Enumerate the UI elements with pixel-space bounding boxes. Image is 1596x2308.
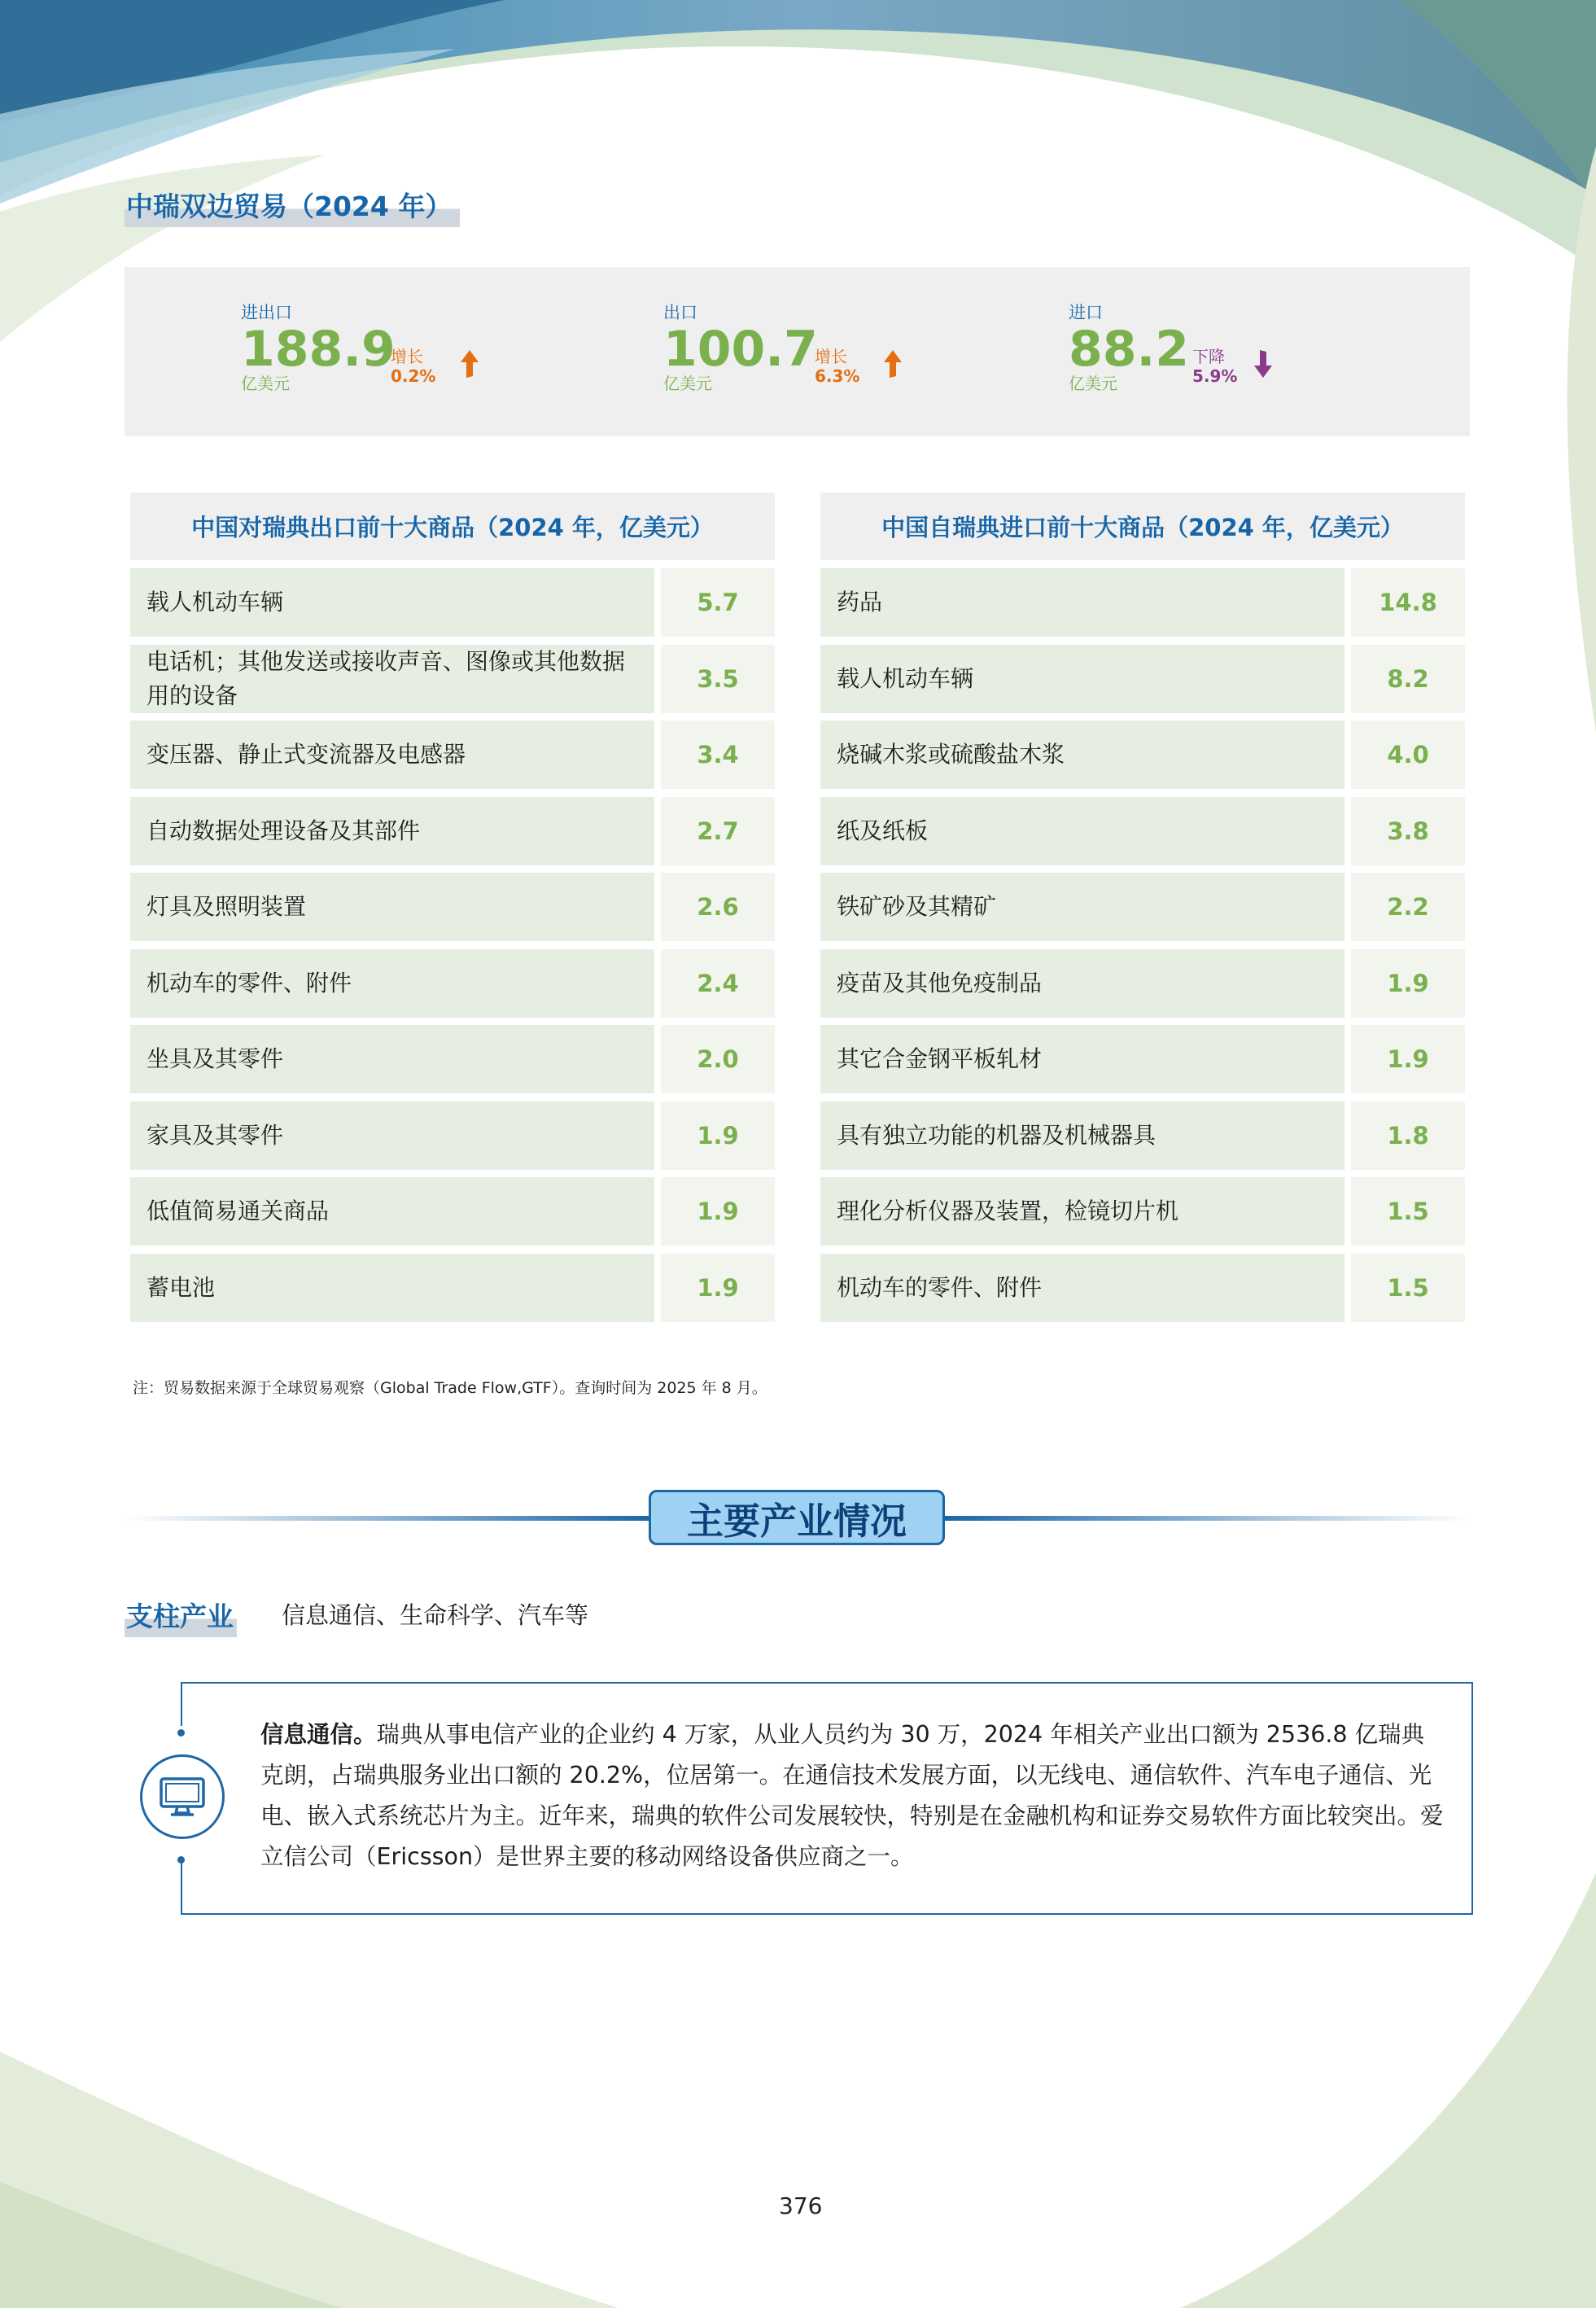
header-line-left <box>125 1516 654 1521</box>
arrow-up-icon <box>459 348 480 379</box>
commodity-value: 2.7 <box>661 797 775 865</box>
commodity-value: 5.7 <box>661 568 775 637</box>
stat-value: 88.2 <box>1069 321 1190 378</box>
export-row <box>130 873 775 941</box>
commodity-value: 1.9 <box>661 1101 775 1170</box>
import-table <box>820 493 1465 1329</box>
info-body: 瑞典从事电信产业的企业约 4 万家，从业人员约为 30 万，2024 年相关产业出口额为 2536.8 亿瑞典克朗，占瑞典服务业出口额的 20.2%，位居第一。在通信技术发展方面，以无线电、通信软件、汽车电子通信、光电、嵌入式系统芯片为主。近年来，瑞典的软件公司发展较快，特别是在金融机构和证券交易软件方面比较突出。爱立信公司（Ericsson）是世界主要的移动网络设备供应商之一。 <box>260 1721 1444 1870</box>
export-row <box>130 949 775 1018</box>
pillar-industry-label: 支柱产业 <box>125 1594 237 1637</box>
page-number: 376 <box>779 2192 823 2219</box>
computer-monitor-icon <box>140 1754 225 1839</box>
commodity-value: 1.9 <box>1351 949 1465 1018</box>
commodity-name: 家具及其零件 <box>130 1101 654 1170</box>
commodity-name: 理化分析仪器及装置，检镜切片机 <box>820 1177 1345 1246</box>
import-row <box>820 1101 1465 1170</box>
arrow-down-icon <box>1253 348 1274 379</box>
stat-change <box>391 347 435 386</box>
source-note: 注：贸易数据来源于全球贸易观察（Global Trade Flow,GTF）。查询时间为 2025 年 8 月。 <box>133 1379 767 1397</box>
stat-value: 100.7 <box>663 321 818 378</box>
commodity-value: 1.9 <box>661 1177 775 1246</box>
change-value: 6.3% <box>815 366 860 386</box>
import-row <box>820 720 1465 789</box>
main-industry-title: 主要产业情况 <box>649 1490 945 1545</box>
change-value: 0.2% <box>391 366 436 386</box>
commodity-name: 电话机；其他发送或接收声音、图像或其他数据用的设备 <box>130 645 654 713</box>
stat-unit: 亿美元 <box>1069 374 1117 393</box>
section-title: 中瑞双边贸易（2024 年） <box>125 184 460 227</box>
commodity-name: 载人机动车辆 <box>820 645 1345 713</box>
stat-change <box>815 347 859 386</box>
commodity-value: 4.0 <box>1351 720 1465 789</box>
commodity-name: 药品 <box>820 568 1345 637</box>
info-paragraph <box>260 1715 1445 1877</box>
commodity-value: 1.5 <box>1351 1177 1465 1246</box>
import-table-title: 中国自瑞典进口前十大商品（2024 年，亿美元） <box>820 493 1465 560</box>
stat-export <box>663 303 818 392</box>
connector-dot <box>177 1856 185 1863</box>
commodity-value: 1.5 <box>1351 1254 1465 1322</box>
change-word: 增长 <box>815 347 847 366</box>
commodity-value: 2.4 <box>661 949 775 1018</box>
export-table <box>130 493 775 1329</box>
commodity-value: 14.8 <box>1351 568 1465 637</box>
stat-value: 188.9 <box>241 321 396 378</box>
info-heading: 信息通信。 <box>260 1721 377 1748</box>
export-row <box>130 1177 775 1246</box>
commodity-value: 8.2 <box>1351 645 1465 713</box>
import-row <box>820 797 1465 865</box>
import-row <box>820 568 1465 637</box>
import-row <box>820 949 1465 1018</box>
commodity-name: 低值简易通关商品 <box>130 1177 654 1246</box>
stat-label: 进出口 <box>241 303 292 322</box>
commodity-value: 1.8 <box>1351 1101 1465 1170</box>
commodity-value: 2.6 <box>661 873 775 941</box>
commodity-name: 铁矿砂及其精矿 <box>820 873 1345 941</box>
export-row <box>130 1254 775 1322</box>
import-row <box>820 873 1465 941</box>
commodity-name: 自动数据处理设备及其部件 <box>130 797 654 865</box>
header-line-right <box>942 1516 1470 1521</box>
import-row <box>820 1177 1465 1246</box>
import-row <box>820 1025 1465 1093</box>
stat-unit: 亿美元 <box>241 374 290 393</box>
commodity-name: 疫苗及其他免疫制品 <box>820 949 1345 1018</box>
change-word: 增长 <box>391 347 423 366</box>
commodity-name: 具有独立功能的机器及机械器具 <box>820 1101 1345 1170</box>
export-row <box>130 645 775 713</box>
commodity-name: 载人机动车辆 <box>130 568 654 637</box>
commodity-name: 变压器、静止式变流器及电感器 <box>130 720 654 789</box>
stat-total <box>241 303 396 392</box>
stat-unit: 亿美元 <box>663 374 712 393</box>
commodity-name: 烧碱木浆或硫酸盐木浆 <box>820 720 1345 789</box>
commodity-value: 1.9 <box>661 1254 775 1322</box>
commodity-value: 3.8 <box>1351 797 1465 865</box>
import-row <box>820 645 1465 713</box>
export-row <box>130 1025 775 1093</box>
pillar-industry-list: 信息通信、生命科学、汽车等 <box>282 1601 589 1629</box>
stat-label: 出口 <box>663 303 697 322</box>
commodity-name: 坐具及其零件 <box>130 1025 654 1093</box>
trade-summary-panel <box>125 267 1470 436</box>
commodity-name: 机动车的零件、附件 <box>130 949 654 1018</box>
commodity-value: 3.4 <box>661 720 775 789</box>
export-row <box>130 797 775 865</box>
change-word: 下降 <box>1192 347 1225 366</box>
stat-change <box>1192 347 1237 386</box>
commodity-value: 2.0 <box>661 1025 775 1093</box>
connector-dot <box>177 1729 185 1736</box>
stat-label: 进口 <box>1069 303 1103 322</box>
export-row <box>130 720 775 789</box>
commodity-name: 纸及纸板 <box>820 797 1345 865</box>
change-value: 5.9% <box>1192 366 1238 386</box>
export-row <box>130 568 775 637</box>
export-table-title: 中国对瑞典出口前十大商品（2024 年，亿美元） <box>130 493 775 560</box>
commodity-value: 3.5 <box>661 645 775 713</box>
commodity-value: 1.9 <box>1351 1025 1465 1093</box>
stat-import <box>1069 303 1189 392</box>
commodity-name: 机动车的零件、附件 <box>820 1254 1345 1322</box>
commodity-name: 蓄电池 <box>130 1254 654 1322</box>
arrow-up-icon <box>882 348 903 379</box>
commodity-value: 2.2 <box>1351 873 1465 941</box>
import-row <box>820 1254 1465 1322</box>
commodity-name: 灯具及照明装置 <box>130 873 654 941</box>
commodity-name: 其它合金钢平板轧材 <box>820 1025 1345 1093</box>
export-row <box>130 1101 775 1170</box>
